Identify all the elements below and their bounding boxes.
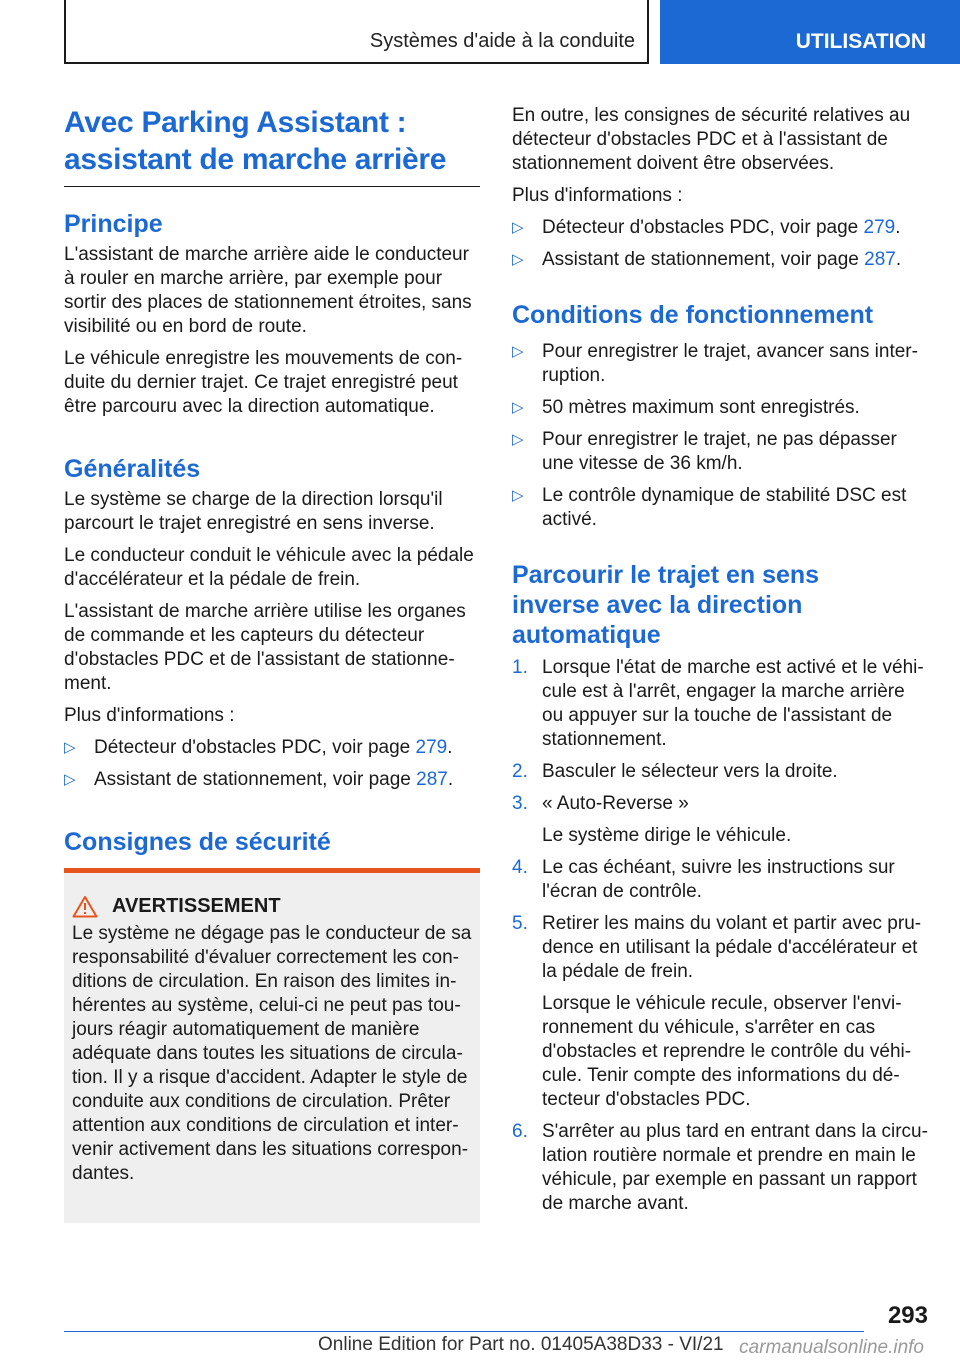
parcourir-heading: Parcourir le trajet en sens inverse avec la direction automatique xyxy=(512,561,820,649)
step-number: 3. xyxy=(512,793,528,814)
chapter-tab[interactable]: UTILISATION xyxy=(660,0,960,64)
warning-box xyxy=(64,873,480,1223)
triangle-bullet-icon: ▷ xyxy=(64,771,76,788)
list-item: ▷ Assistant de stationnement, voir page 287. xyxy=(512,249,902,270)
watermark-logo: carmanualsonline.info xyxy=(739,1337,924,1358)
warning-header xyxy=(72,895,472,918)
list-item: ▷ Le contrôle dynamique de stabilité DSC est activé. xyxy=(512,485,907,530)
list-item: ▷ Détecteur d'obstacles PDC, voir page 279. xyxy=(64,737,453,758)
intro-paragraph-1: En outre, les consignes de sécurité relatives au détecteur d'obstacles PDC et à l'assistant de stationnement doivent être observées. xyxy=(512,105,911,174)
section-title: Systèmes d'aide à la conduite xyxy=(369,30,635,52)
list-item: 3. « Auto-Reverse » Le système dirige le véhicule. xyxy=(512,792,928,848)
list-item: 6. S'arrêter au plus tard en entrant dans la circulation routière normale et prendre en main le véhicule, par exemple en passant un rapport de marche avant. xyxy=(512,1121,928,1214)
header-frame xyxy=(64,0,649,64)
consignes-section xyxy=(64,827,480,857)
conditions-section xyxy=(512,300,928,540)
warning-text: Le système ne dégage pas le conducteur de sa responsabilité d'évaluer correctement les conditions de circulation. En raison des limites inhérentes au système, celui-ci ne peut pas toujours réagir automatiquement de manière adéquate dans toutes les situations de circulation. Il y a risque d'accident. Adapter le style de conduite aux conditions de circulation. Prêter attention aux conditions de circulation et intervenir activement dans les situations correspondantes. xyxy=(72,923,472,1184)
page-number: 293 xyxy=(887,1302,928,1329)
step-number: 2. xyxy=(512,761,528,782)
page-link[interactable]: 287 xyxy=(416,769,448,790)
step-number: 6. xyxy=(512,1121,528,1142)
footer-rule xyxy=(64,1331,864,1332)
triangle-bullet-icon: ▷ xyxy=(512,343,524,360)
step-note: Le système dirige le véhicule. xyxy=(542,825,792,846)
generalites-section xyxy=(64,454,480,800)
page-title: Avec Parking Assistant : assistant de marche arrière xyxy=(64,104,480,187)
step-note: Lorsque le véhicule recule, observer l'environnement du véhicule, s'arrêter en cas d'obstacles et reprendre le contrôle du véhicule. Tenir compte des informations du détecteur d'obstacles PDC. xyxy=(542,993,912,1110)
principe-section xyxy=(64,209,480,427)
list-item: ▷ 50 mètres maximum sont enregistrés. xyxy=(512,397,860,418)
list-item: ▷ Détecteur d'obstacles PDC, voir page 279. xyxy=(512,217,901,238)
consignes-heading: Consignes de sécurité xyxy=(64,828,331,856)
step-number: 5. xyxy=(512,913,528,934)
right-intro xyxy=(512,104,928,280)
conditions-heading: Conditions de fonctionnement xyxy=(512,301,874,329)
intro-paragraph-2: Plus d'informations : xyxy=(512,185,683,206)
list-item: ▷ Pour enregistrer le trajet, avancer sans interruption. xyxy=(512,341,918,386)
triangle-bullet-icon: ▷ xyxy=(512,487,524,504)
triangle-bullet-icon: ▷ xyxy=(64,739,76,756)
step-number: 4. xyxy=(512,857,528,878)
page-link[interactable]: 279 xyxy=(863,217,896,238)
warning-triangle-icon xyxy=(72,895,98,918)
principe-paragraph-1: L'assistant de marche arrière aide le conducteur à rouler en marche arrière, par exemple pour sortir des places de stationnement étroites, sans visibilité ou en bord de route. xyxy=(64,244,472,337)
warning-label: AVERTISSEMENT xyxy=(112,895,281,917)
principe-paragraph-2: Le véhicule enregistre les mouvements de conduite du dernier trajet. Ce trajet enregistré peut être parcouru avec la direction automatique. xyxy=(64,348,463,417)
list-item: 1. Lorsque l'état de marche est activé et le véhicule est à l'arrêt, engager la marche arrière ou appuyer sur la touche de l'assistant de stationnement. xyxy=(512,657,924,750)
list-item: ▷ Pour enregistrer le trajet, ne pas dépasser une vitesse de 36 km/h. xyxy=(512,429,897,474)
principe-heading: Principe xyxy=(64,210,163,238)
page-link[interactable]: 287 xyxy=(864,249,896,270)
list-item: ▷ Assistant de stationnement, voir page 287. xyxy=(64,769,454,790)
parcourir-section xyxy=(512,560,928,1224)
step-number: 1. xyxy=(512,657,528,678)
list-item: 5. Retirer les mains du volant et partir avec prudence en utilisant la pédale d'accélérateur et la pédale de frein. Lorsque le véhicule recule, observer l'environnement du véhicule, s'arrêter en cas d'obstacles et reprendre le contrôle du véhicule. Tenir compte des informations du détecteur d'obstacles PDC. xyxy=(512,912,928,1112)
list-item: 4. Le cas échéant, suivre les instructions sur l'écran de contrôle. xyxy=(512,857,895,902)
triangle-bullet-icon: ▷ xyxy=(512,399,524,416)
generalites-paragraph-4: Plus d'informations : xyxy=(64,705,235,726)
generalites-paragraph-1: Le système se charge de la direction lorsqu'il parcourt le trajet enregistré en sens inverse. xyxy=(64,489,443,534)
triangle-bullet-icon: ▷ xyxy=(512,431,524,448)
list-item: 2. Basculer le sélecteur vers la droite. xyxy=(512,761,838,782)
generalites-heading: Généralités xyxy=(64,455,201,483)
triangle-bullet-icon: ▷ xyxy=(512,219,524,236)
triangle-bullet-icon: ▷ xyxy=(512,251,524,268)
generalites-paragraph-2: Le conducteur conduit le véhicule avec la pédale d'accélérateur et la pédale de frein. xyxy=(64,545,474,590)
page-link[interactable]: 279 xyxy=(415,737,448,758)
edition-text: Online Edition for Part no. 01405A38D33 - VI/21 xyxy=(318,1334,724,1355)
generalites-paragraph-3: L'assistant de marche arrière utilise les organes de commande et les capteurs du détecteur d'obstacles PDC et de l'assistant de stationnement. xyxy=(64,601,466,694)
